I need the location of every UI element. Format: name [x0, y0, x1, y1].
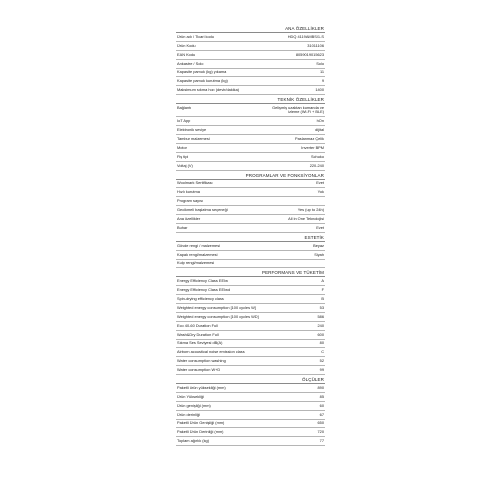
spec-value: Evet	[316, 224, 324, 230]
spec-label: Weighted energy consumption [100 cycles W]	[177, 304, 256, 310]
spec-label: Kulp rengi/malzemesi	[177, 260, 215, 266]
spec-value: 720	[317, 429, 324, 435]
spec-label: Kapasite pamuk (kg) yıkama	[177, 69, 227, 75]
spec-row	[176, 322, 325, 331]
spec-label: EAN Kodu	[177, 51, 196, 57]
spec-label: Energy Efficiency Class EEIw	[177, 278, 228, 284]
spec-label: Motor	[177, 144, 187, 150]
spec-label: Eco 40-60 Duration Full	[177, 322, 218, 328]
spec-value: Schuko	[311, 153, 324, 159]
spec-label: Spin-drying efficiency class	[177, 296, 224, 302]
spec-row	[176, 295, 325, 304]
spec-label: Tambur malzemesi	[177, 135, 210, 141]
section-title: ANA ÖZELLİKLER	[176, 24, 325, 33]
spec-label: Ürün genişliği (mm)	[177, 402, 211, 408]
spec-label: Ana özellikler	[177, 215, 201, 221]
spec-label: Sıkma Ses Seviyesi dB(A)	[177, 340, 223, 346]
section-title: ESTETİK	[176, 233, 325, 242]
spec-label: Toplam ağırlık (kg)	[177, 438, 209, 444]
spec-value: F	[321, 287, 324, 293]
spec-label: Ürün Yüksekliği	[177, 393, 204, 399]
spec-row	[176, 393, 325, 402]
spec-value: 8059019015623	[295, 51, 324, 57]
section-title: ÖLÇÜLER	[176, 375, 325, 384]
spec-row	[176, 304, 325, 313]
spec-row	[176, 437, 325, 446]
spec-row	[176, 42, 325, 51]
section-title: PROGRAMLAR VE FONKSİYONLAR	[176, 171, 325, 180]
spec-label: Water consumption W+D	[177, 367, 221, 373]
spec-label: Buhar	[177, 224, 188, 230]
spec-value: 99	[319, 367, 324, 373]
spec-label: Paketli Ürün Genişliği (mm)	[177, 420, 225, 426]
spec-row	[176, 180, 325, 189]
spec-value: dijital	[315, 127, 324, 133]
spec-row	[176, 215, 325, 224]
spec-label: Energy Efficiency Class EEIwd	[177, 287, 231, 293]
spec-value: All in One Teknolojisi	[288, 215, 324, 221]
spec-row	[176, 428, 325, 437]
spec-row	[176, 286, 325, 295]
spec-value: 31011106	[307, 42, 324, 48]
spec-label: Fiş tipi	[177, 153, 189, 159]
spec-label: Bağlantı	[177, 105, 192, 111]
spec-row	[176, 60, 325, 69]
spec-label: Water consumption washing	[177, 358, 226, 364]
spec-value: 67	[319, 411, 324, 417]
spec-row	[176, 162, 325, 171]
spec-label: Ürün Kodu	[177, 42, 196, 48]
spec-row	[176, 144, 325, 153]
spec-label: IoT App	[177, 118, 191, 124]
spec-value: Gelişmiş uzaktan kumanda ve izleme (Wi-Fi + BLE)	[272, 105, 324, 115]
spec-value: 11	[319, 69, 324, 75]
spec-value: 240	[317, 322, 324, 328]
spec-row	[176, 348, 325, 357]
spec-label: Gecikmeli başlatma seçeneği	[177, 207, 228, 213]
spec-row	[176, 135, 325, 144]
spec-label: Ürün adı / Ticari kodu	[177, 33, 214, 39]
spec-row	[176, 402, 325, 411]
spec-row	[176, 224, 325, 233]
spec-value: 220-240	[309, 162, 324, 168]
spec-label: Ankastre / Solo	[177, 60, 204, 66]
spec-label: Ürün derinliği	[177, 411, 200, 417]
spec-value: hOn	[316, 118, 324, 124]
spec-value: 890	[317, 384, 324, 390]
spec-label: Paketli Ürün Derinliği (mm)	[177, 429, 224, 435]
spec-value: Siyah	[314, 251, 324, 257]
spec-row	[176, 86, 325, 95]
spec-row	[176, 357, 325, 366]
spec-row	[176, 69, 325, 78]
spec-row	[176, 251, 325, 260]
spec-value: Solo	[316, 60, 324, 66]
spec-row	[176, 104, 325, 117]
spec-row	[176, 242, 325, 251]
spec-value: Yes (up to 24h)	[297, 207, 324, 213]
spec-row	[176, 188, 325, 197]
spec-label: Maksimum sıkma hızı (devir/dakika)	[177, 87, 240, 93]
section-title: PERFORMANS VE TÜKETİM	[176, 268, 325, 277]
spec-row	[176, 384, 325, 393]
spec-label: Paketli ürün yüksekliği (mm)	[177, 384, 226, 390]
spec-row	[176, 77, 325, 86]
spec-value: B	[321, 296, 324, 302]
spec-label: Hızlı kurutma	[177, 189, 200, 195]
spec-label: Airborn acoustical noise emission class	[177, 349, 245, 355]
spec-row	[176, 126, 325, 135]
spec-value: 650	[317, 420, 324, 426]
spec-value: 586	[317, 313, 324, 319]
spec-row	[176, 33, 325, 42]
spec-value: 80	[319, 340, 324, 346]
spec-value: 60	[319, 402, 324, 408]
spec-row	[176, 197, 325, 206]
spec-value: 600	[317, 331, 324, 337]
spec-label: Wash&Dry Duration Full	[177, 331, 219, 337]
spec-sheet	[176, 24, 325, 474]
spec-label: Voltaj (V)	[177, 162, 193, 168]
spec-value: C	[321, 349, 324, 355]
spec-row	[176, 340, 325, 349]
spec-row	[176, 260, 325, 269]
spec-value: Evet	[316, 180, 324, 186]
spec-value: 77	[319, 438, 324, 444]
spec-label: Kapak rengi/malzemesi	[177, 251, 218, 257]
spec-row	[176, 313, 325, 322]
spec-value: 53	[319, 304, 324, 310]
spec-value: Yok	[317, 189, 324, 195]
spec-row	[176, 420, 325, 429]
spec-value: Beyaz	[313, 242, 324, 248]
spec-value: 52	[319, 358, 324, 364]
spec-label: Weighted energy consumption [100 cycles WD]	[177, 313, 259, 319]
section-title: TEKNİK ÖZELLİKLER	[176, 95, 325, 104]
spec-value: 1400	[315, 87, 324, 93]
spec-value: Inverter BPM	[301, 144, 324, 150]
spec-row	[176, 277, 325, 286]
spec-value: A	[321, 278, 324, 284]
spec-value: 9	[321, 78, 324, 84]
spec-row	[176, 117, 325, 126]
spec-label: Kapasite pamuk kurutma (kg)	[177, 78, 228, 84]
spec-value: HDQ 4119AMBS/1-S	[287, 33, 324, 39]
spec-row	[176, 411, 325, 420]
spec-label: Program sayısı	[177, 198, 204, 204]
spec-row	[176, 153, 325, 162]
spec-row	[176, 366, 325, 375]
spec-value: 85	[319, 393, 324, 399]
spec-row	[176, 331, 325, 340]
spec-label: Woolmark Sertifikası	[177, 180, 213, 186]
spec-row	[176, 51, 325, 60]
spec-row	[176, 206, 325, 215]
spec-label: Elektronik seviye	[177, 127, 207, 133]
spec-label: Gövde rengi / malzemesi	[177, 242, 221, 248]
spec-value: Paslanmaz Çelik	[295, 135, 324, 141]
